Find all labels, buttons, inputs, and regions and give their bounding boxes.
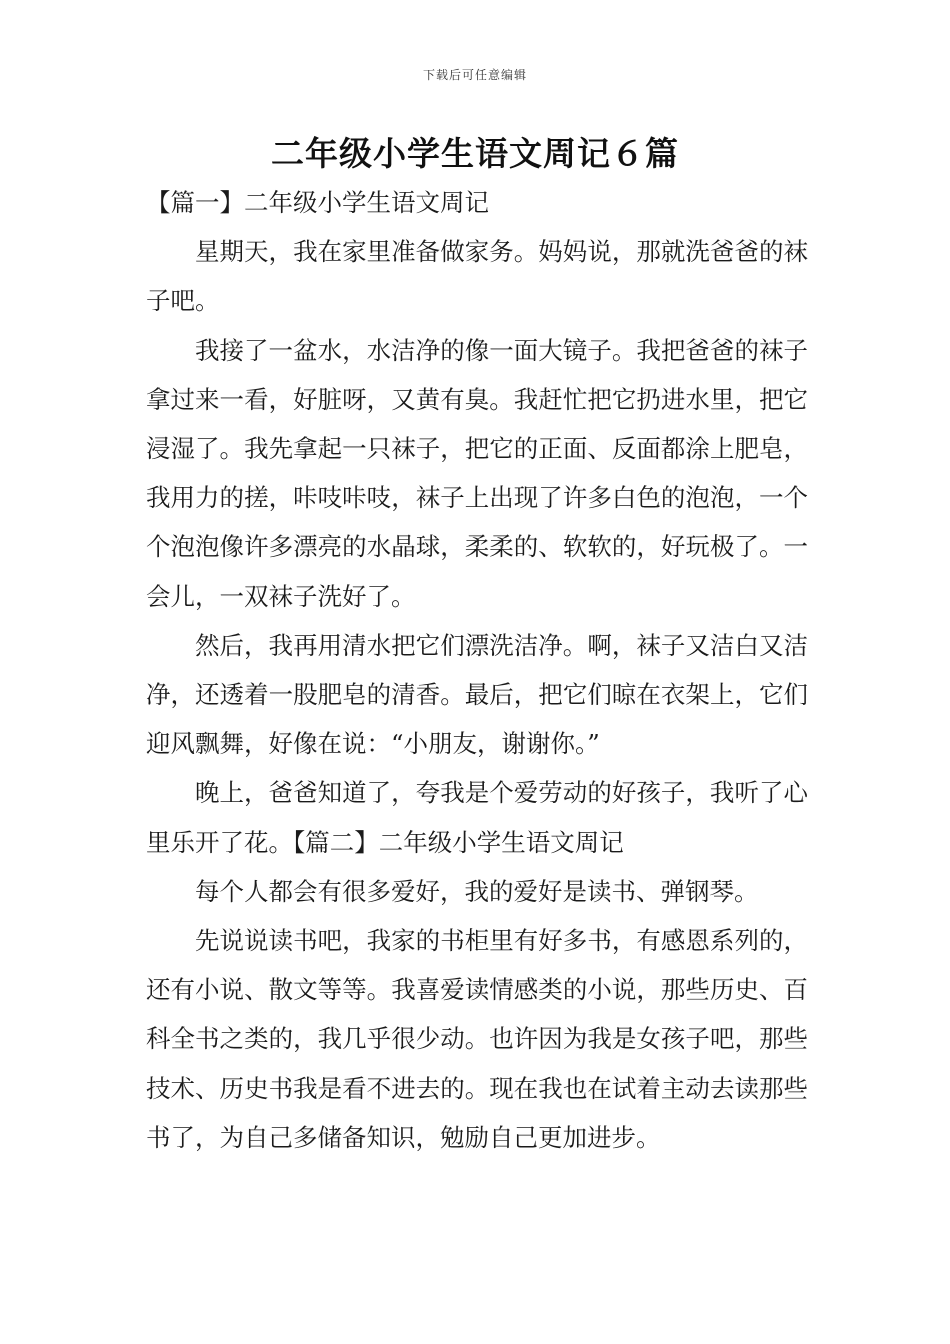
paragraph: 我接了一盆水，水洁净的像一面大镜子。我把爸爸的袜子拿过来一看，好脏呀，又黄有臭。我赶忙把它扔进水里，把它浸湿了。我先拿起一只袜子，把它的正面、反面都涂上肥皂，我用力的搓，咔吱咔吱，袜子上出现了许多白色的泡泡，一个个泡泡像许多漂亮的水晶球，柔柔的、软软的，好玩极了。一会儿，一双袜子洗好了。 <box>146 335 808 611</box>
section-heading: 【篇一】二年级小学生语文周记 <box>146 188 489 217</box>
paragraph: 先说说读书吧，我家的书柜里有好多书，有感恩系列的，还有小说、散文等等。我喜爱读情感类的小说，那些历史、百科全书之类的，我几乎很少动。也许因为我是女孩子吧，那些技术、历史书我是看不进去的。现在我也在试着主动去读那些书了，为自己多储备知识，勉励自己更加进步。 <box>146 926 808 1152</box>
header-note: 下载后可任意编辑 <box>422 68 527 82</box>
document-body <box>146 178 808 1162</box>
paragraph: 然后，我再用清水把它们漂洗洁净。啊，袜子又洁白又洁净，还透着一股肥皂的清香。最后，把它们晾在衣架上，它们迎风飘舞，好像在说：“小朋友，谢谢你。” <box>146 630 808 759</box>
paragraph: 每个人都会有很多爱好，我的爱好是读书、弹钢琴。 <box>195 876 759 906</box>
paragraph: 晚上，爸爸知道了，夸我是个爱劳动的好孩子，我听了心里乐开了花。【篇二】二年级小学生语文周记 <box>146 778 808 857</box>
page-title: 二年级小学生语文周记６篇 <box>271 134 679 173</box>
paragraph: 星期天，我在家里准备做家务。妈妈说，那就洗爸爸的袜子吧。 <box>146 237 808 316</box>
